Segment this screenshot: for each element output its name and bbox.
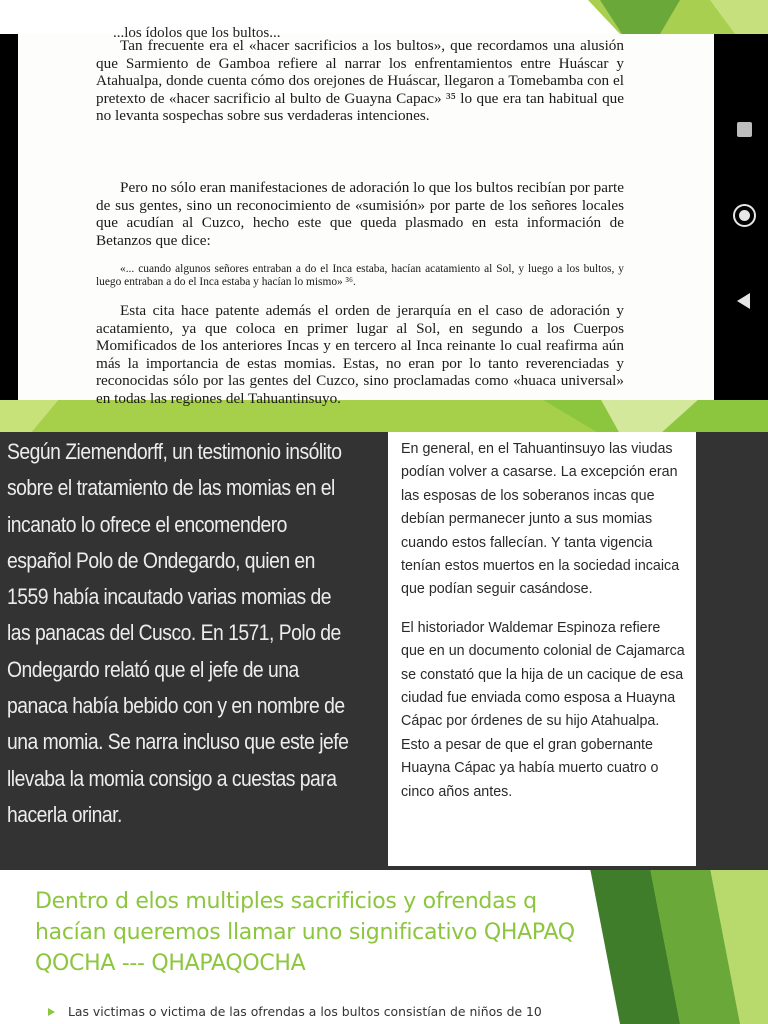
square-icon[interactable]: [737, 122, 752, 137]
bottom-right-green-decoration: [590, 868, 768, 1024]
book-paragraph-1: Tan frecuente era el «hacer sacrificios a los bultos», que recordamos una alusión que Sarmiento de Gamboa refiere al narrar los enfrentamientos entre Huáscar y Atahualpa, donde cuenta cómo dos orejones de Huáscar, llegaron a Tomebamba con el pretexto de «hacer sacrificio al bulto de Guayna Capac» ³⁵ lo que era tan habitual que no levanta sospechas sobre sus verdaderas intenciones.: [96, 37, 624, 125]
circle-home-icon[interactable]: [733, 204, 756, 227]
widows-paragraph: En general, en el Tahuantinsuyo las viudas podían volver a casarse. La excepción eran las esposas de los soberanos incas que debían permanecer junto a sus momias cuando estos fallecían. Y tanta vigencia tenían estos muertos en la sociedad incaica que podían seguir casándose.: [401, 441, 680, 598]
book-page-scan: [18, 25, 714, 407]
book-quote: «... cuando algunos señores entraban a do el Inca estaba, hacían acatamiento al Sol, y luego a los bultos, y luego entraban a do el Inca estaba y hacían lo mismo» ³⁶.: [96, 263, 624, 288]
back-triangle-icon[interactable]: [737, 293, 750, 309]
ziemendorff-testimony-text: Según Ziemendorff, un testimonio insólito sobre el tratamiento de las momias en el incanato lo ofrece el encomendero español Polo de Ondegardo, quien en 1559 había incautado varias momias de las panacas del Cusco. En 1571, Polo de Ondegardo relató que el jefe de una panaca había bebido con y en nombre de una momia. Se narra incluso que este jefe llevaba la momia consigo a cuestas para hacerla orinar.: [7, 439, 349, 827]
book-paragraph-2: Pero no sólo eran manifestaciones de adoración lo que los bultos recibían por parte de sus gentes, sino un reconocimiento de «sumisión» por parte de los señores locales que acudían al Cuzco, hecho este que queda plasmado en esta información de Betanzos que dice:: [96, 179, 624, 249]
qhapaq-qocha-title: Dentro d elos multiples sacrificios y ofrendas q hacían queremos llamar uno significativo QHAPAQ QOCHA --- QHAPAQOCHA: [35, 889, 575, 976]
bullet-text: Las victimas o victima de las ofrendas a los bultos consistían de niños de 10: [68, 1004, 542, 1019]
bullet-item: [48, 1004, 648, 1024]
bullet-arrow-icon: [48, 1008, 55, 1016]
top-right-green-decoration: [560, 0, 768, 34]
espinoza-paragraph: El historiador Waldemar Espinoza refiere que en un documento colonial de Cajamarca se constató que la hija de un cacique de esa ciudad fue enviada como esposa a Huayna Cápac por órdenes de su hijo Atahualpa. Esto a pesar de que el gran gobernante Huayna Cápac ya había muerto cuatro o cinco años antes.: [401, 619, 685, 800]
book-paragraph-3: Esta cita hace patente además el orden de jerarquía en el caso de adoración y acatamiento, ya que coloca en primer lugar al Sol, en segundo a los Cuerpos Momificados de los anteriores Incas y en tercero al Inca reinante lo cual reafirma aún más la importancia de estas momias. Estas, no eran por lo tanto reverenciadas y reconocidas sólo por las gentes del Cuzco, sino proclamadas como «huaca universal» en todas las regiones del Tahuantinsuyo.: [96, 302, 624, 407]
widows-info-card: [388, 432, 696, 866]
cut-top-line: ...los ídolos que los bultos...: [113, 25, 281, 41]
